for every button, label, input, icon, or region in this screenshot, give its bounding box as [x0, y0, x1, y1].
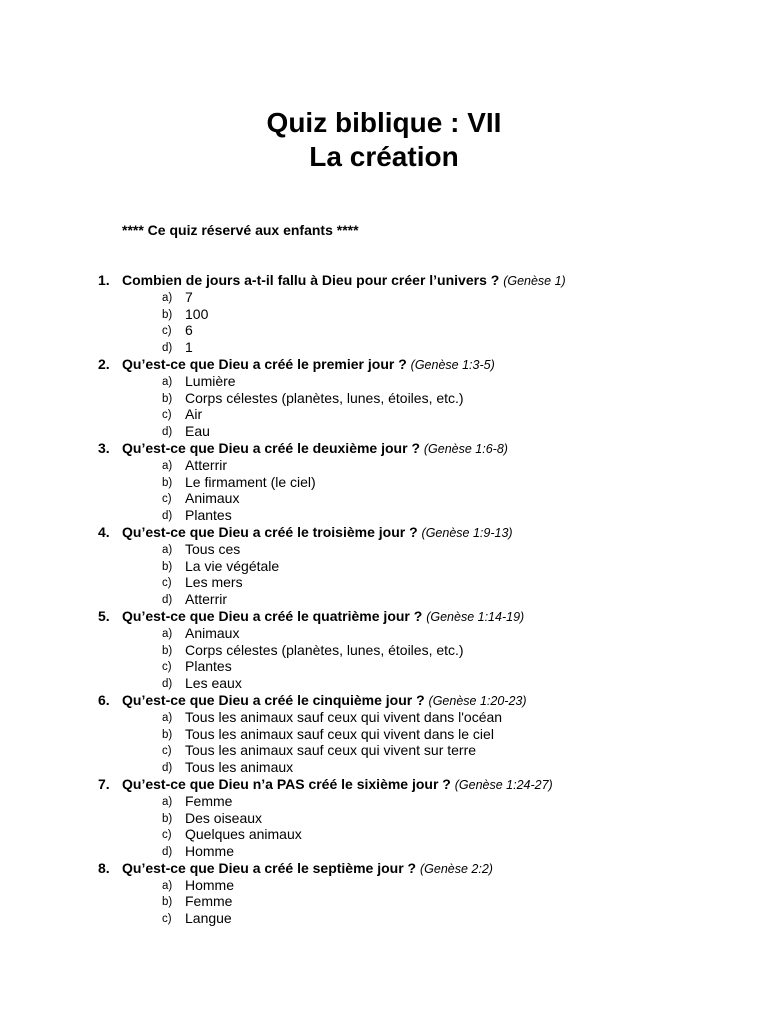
option-text: Langue	[185, 910, 232, 927]
option-text: Tous ces	[185, 540, 241, 557]
question-reference: (Genèse 1:3-5)	[410, 357, 495, 372]
option-letter: c)	[162, 493, 172, 506]
option-text: Les eaux	[185, 675, 242, 692]
question-number: 1.	[98, 272, 110, 288]
answer-option	[0, 843, 768, 860]
question-text: Qu’est-ce que Dieu a créé le troisième jour ?	[122, 523, 418, 540]
option-text: Le firmament (le ciel)	[185, 473, 316, 490]
option-text: La vie végétale	[185, 557, 280, 574]
answer-option	[0, 591, 768, 608]
question-text-wrap	[122, 272, 566, 290]
option-letter: c)	[162, 745, 172, 758]
answer-option	[0, 642, 768, 659]
page-title-second-line: La création	[309, 141, 459, 172]
question-text: Combien de jours a-t-il fallu à Dieu pour créer l’univers ?	[122, 272, 500, 288]
question-text: Qu’est-ce que Dieu n’a PAS créé le sixième jour ?	[122, 775, 451, 792]
answer-option	[0, 877, 768, 894]
option-letter: c)	[162, 409, 172, 422]
question-reference: (Genèse 1:24-27)	[454, 777, 553, 792]
question-text-wrap	[122, 860, 493, 878]
option-letter: a)	[162, 711, 173, 724]
question-text-wrap	[122, 440, 508, 458]
option-text: 1	[185, 339, 193, 356]
option-letter: b)	[162, 896, 173, 909]
answer-option	[0, 726, 768, 743]
question-text-wrap	[122, 608, 524, 626]
answer-option	[0, 675, 768, 692]
option-letter: a)	[162, 879, 173, 892]
option-letter: c)	[162, 661, 172, 674]
question-item	[0, 692, 768, 709]
answer-option	[0, 574, 768, 591]
option-letter: c)	[162, 829, 172, 842]
answer-option	[0, 373, 768, 390]
answer-option	[0, 625, 768, 642]
answer-option	[0, 423, 768, 440]
answer-option	[0, 709, 768, 726]
question-item	[0, 272, 768, 289]
answer-option	[0, 390, 768, 407]
question-number: 5.	[98, 607, 110, 624]
question-text-wrap	[122, 776, 553, 794]
question-reference: (Genèse 1:9-13)	[421, 525, 513, 540]
answer-option	[0, 893, 768, 910]
question-text: Qu’est-ce que Dieu a créé le deuxième jour ?	[122, 439, 420, 456]
answer-option	[0, 490, 768, 507]
option-text: Atterrir	[185, 456, 227, 473]
question-item	[0, 860, 768, 877]
option-text: Air	[185, 406, 203, 423]
question-reference: (Genèse 1:14-19)	[426, 609, 525, 624]
question-text: Qu’est-ce que Dieu a créé le cinquième jour ?	[122, 691, 425, 708]
answer-option	[0, 742, 768, 759]
option-letter: a)	[162, 375, 173, 388]
option-text: 100	[185, 305, 209, 322]
answer-option	[0, 339, 768, 356]
option-letter: d)	[162, 594, 173, 607]
option-text: 6	[185, 322, 193, 339]
question-text: Qu’est-ce que Dieu a créé le septième jour ?	[122, 859, 417, 876]
option-text: Femme	[185, 893, 233, 910]
page-subtitle: **** Ce quiz réservé aux enfants ****	[122, 222, 359, 238]
option-letter: c)	[162, 577, 172, 590]
option-letter: d)	[162, 342, 173, 355]
question-reference: (Genèse 2:2)	[420, 861, 493, 876]
question-text-wrap	[122, 524, 513, 542]
question-item	[0, 776, 768, 793]
answer-option	[0, 457, 768, 474]
option-letter: a)	[162, 627, 173, 640]
option-text: Femme	[185, 792, 233, 809]
option-text: 7	[185, 288, 193, 305]
question-number: 8.	[98, 859, 110, 876]
question-text-wrap	[122, 692, 527, 710]
answer-option	[0, 322, 768, 339]
answer-option	[0, 289, 768, 306]
question-item	[0, 440, 768, 457]
option-text: Lumière	[185, 372, 236, 389]
question-item	[0, 524, 768, 541]
question-item	[0, 356, 768, 373]
question-text: Qu’est-ce que Dieu a créé le premier jour ?	[122, 355, 407, 372]
answer-option	[0, 541, 768, 558]
option-letter: a)	[162, 543, 173, 556]
option-letter: b)	[162, 728, 173, 741]
question-list	[0, 272, 768, 927]
answer-option	[0, 558, 768, 575]
answer-option	[0, 810, 768, 827]
option-letter: c)	[162, 913, 172, 926]
option-text: Quelques animaux	[185, 826, 302, 843]
question-reference: (Genèse 1:6-8)	[423, 441, 508, 456]
option-text: Des oiseaux	[185, 809, 263, 826]
option-text: Homme	[185, 876, 235, 893]
answer-option	[0, 826, 768, 843]
option-letter: d)	[162, 846, 173, 859]
option-letter: a)	[162, 795, 173, 808]
option-text: Tous les animaux sauf ceux qui vivent dans le ciel	[185, 725, 494, 742]
question-reference: (Genèse 1:20-23)	[428, 693, 527, 708]
answer-option	[0, 793, 768, 810]
answer-option	[0, 507, 768, 524]
answer-option	[0, 474, 768, 491]
option-text: Les mers	[185, 574, 243, 591]
option-text: Plantes	[185, 507, 232, 524]
option-text: Tous les animaux sauf ceux qui vivent dans l'océan	[185, 708, 503, 725]
option-letter: b)	[162, 392, 173, 405]
option-letter: b)	[162, 476, 173, 489]
question-number: 6.	[98, 691, 110, 708]
option-letter: d)	[162, 678, 173, 691]
question-number: 3.	[98, 439, 110, 456]
option-text: Homme	[185, 843, 235, 860]
option-letter: d)	[162, 510, 173, 523]
option-letter: b)	[162, 308, 173, 321]
option-text: Atterrir	[185, 591, 227, 608]
option-text: Tous les animaux	[185, 759, 294, 776]
option-text: Corps célestes (planètes, lunes, étoiles, etc.)	[185, 389, 464, 406]
option-text: Animaux	[185, 490, 240, 507]
option-text: Tous les animaux sauf ceux qui vivent sur terre	[185, 742, 477, 759]
answer-option	[0, 406, 768, 423]
option-letter: d)	[162, 762, 173, 775]
answer-option	[0, 910, 768, 927]
answer-option	[0, 306, 768, 323]
question-number: 2.	[98, 355, 110, 372]
question-item	[0, 608, 768, 625]
option-letter: a)	[162, 291, 173, 304]
page-title: Quiz biblique : VII	[266, 107, 502, 138]
option-text: Animaux	[185, 624, 240, 641]
option-text: Corps célestes (planètes, lunes, étoiles, etc.)	[185, 641, 464, 658]
option-letter: d)	[162, 426, 173, 439]
answer-option	[0, 759, 768, 776]
question-reference: (Genèse 1)	[503, 274, 566, 288]
question-text-wrap	[122, 356, 495, 374]
option-letter: b)	[162, 644, 173, 657]
answer-option	[0, 658, 768, 675]
option-letter: a)	[162, 459, 173, 472]
question-number: 7.	[98, 775, 110, 792]
option-letter: c)	[162, 325, 172, 338]
option-text: Eau	[185, 423, 210, 440]
question-number: 4.	[98, 523, 110, 540]
option-letter: b)	[162, 560, 173, 573]
option-letter: b)	[162, 812, 173, 825]
question-text: Qu’est-ce que Dieu a créé le quatrième jour ?	[122, 607, 423, 624]
option-text: Plantes	[185, 658, 232, 675]
